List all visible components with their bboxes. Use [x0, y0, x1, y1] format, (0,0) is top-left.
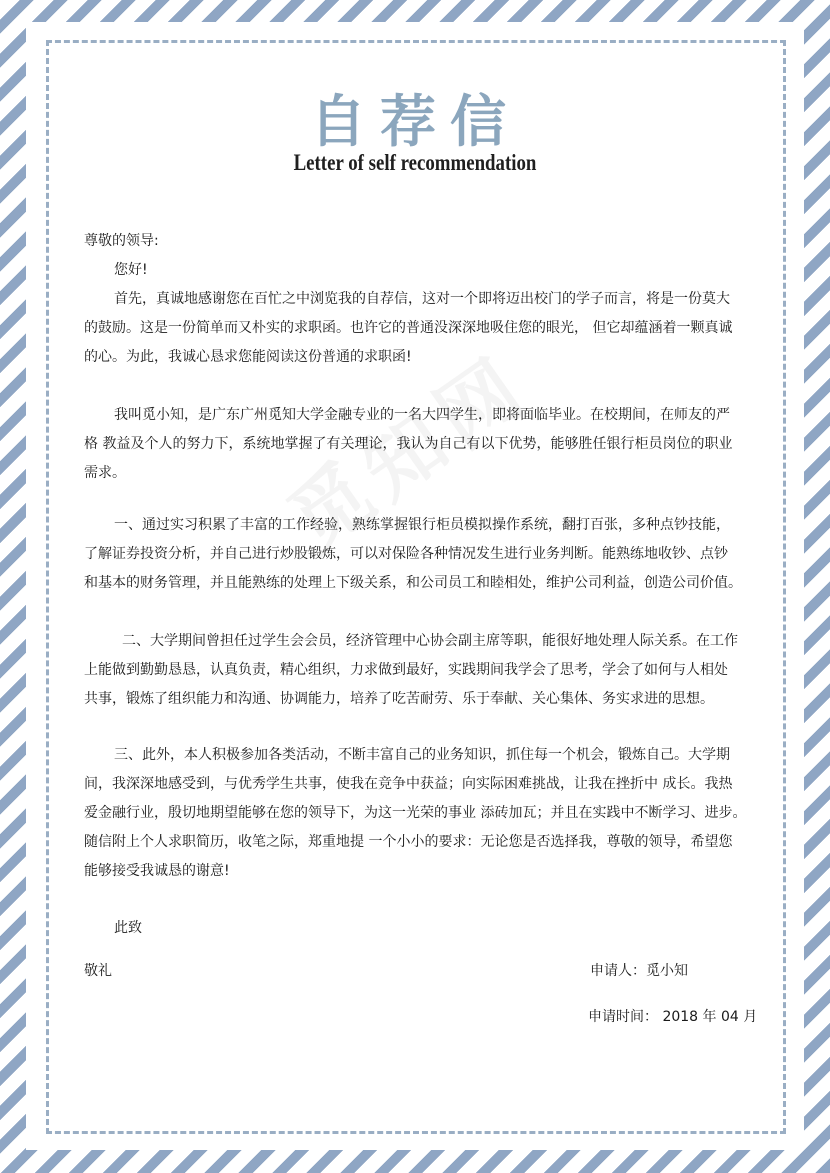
paragraph-2-line-2: 格 教益及个人的努力下，系统地掌握了有关理论，我认为自己有以下优势，能够胜任银行柜员岗位的职业 — [84, 436, 733, 452]
paragraph-5-line-5: 能够接受我诚恳的谢意! — [84, 863, 230, 879]
paragraph-5-line-4: 随信附上个人求职简历，收笔之际，郑重地提 一个小小的要求：无论您是否选择我，尊敬的领导，希望您 — [84, 834, 733, 850]
paragraph-1-line-1: 首先，真诚地感谢您在百忙之中浏览我的自荐信，这对一个即将迈出校门的学子而言，将是一份莫大 — [114, 291, 730, 307]
paragraph-4-line-1: 二、大学期间曾担任过学生会会员，经济管理中心协会副主席等职，能很好地处理人际关系。在工作 — [122, 633, 738, 649]
paragraph-5-line-2: 间，我深深地感受到，与优秀学生共事，使我在竞争中获益；向实际困难挑战，让我在挫折中 成长。我热 — [84, 776, 733, 792]
application-date: 申请时间： 2018 年 04 月 — [588, 1009, 758, 1025]
paragraph-4-line-3: 共事，锻炼了组织能力和沟通、协调能力，培养了吃苦耐劳、乐于奉献、关心集体、务实求进的思想。 — [84, 691, 714, 707]
paragraph-2-line-1: 我叫觅小知，是广东广州觅知大学金融专业的一名大四学生，即将面临毕业。在校期间，在师友的严 — [114, 407, 730, 423]
title-chinese: 自荐信 — [310, 89, 520, 155]
paragraph-3-line-2: 了解证券投资分析，并自己进行炒股锻炼，可以对保险各种情况发生进行业务判断。能熟练地收钞、点钞 — [84, 546, 728, 562]
title-english: Letter of self recommendation — [293, 150, 537, 175]
paragraph-3-line-1: 一、通过实习积累了丰富的工作经验，熟练掌握银行柜员模拟操作系统，翻打百张，多种点钞技能， — [114, 517, 730, 533]
greeting: 您好! — [114, 262, 148, 278]
applicant-name: 申请人：觅小知 — [590, 963, 688, 979]
paragraph-1-line-3: 的心。为此，我诚心恳求您能阅读这份普通的求职函! — [84, 349, 412, 365]
paragraph-1-line-2: 的鼓励。这是一份简单而又朴实的求职函。也许它的普通没深深地吸住您的眼光， 但它却蕴涵着一颗真诚 — [84, 320, 733, 336]
paragraph-4-line-2: 上能做到勤勤恳恳，认真负责，精心组织，力求做到最好，实践期间我学会了思考，学会了如何与人相处 — [84, 662, 728, 678]
paragraph-5-line-1: 三、此外，本人积极参加各类活动，不断丰富自己的业务知识，抓住每一个机会，锻炼自己。大学期 — [114, 747, 730, 763]
closing: 此致 — [114, 920, 142, 936]
paragraph-2-line-3: 需求。 — [84, 465, 126, 481]
paragraph-5-line-3: 爱金融行业，殷切地期望能够在您的领导下，为这一光荣的事业 添砖加瓦；并且在实践中不断学习、进步。 — [84, 805, 747, 821]
regards: 敬礼 — [84, 963, 112, 979]
paragraph-3-line-3: 和基本的财务管理，并且能熟练的处理上下级关系，和公司员工和睦相处，维护公司利益，创造公司价值。 — [84, 575, 742, 591]
salutation: 尊敬的领导: — [84, 233, 159, 249]
